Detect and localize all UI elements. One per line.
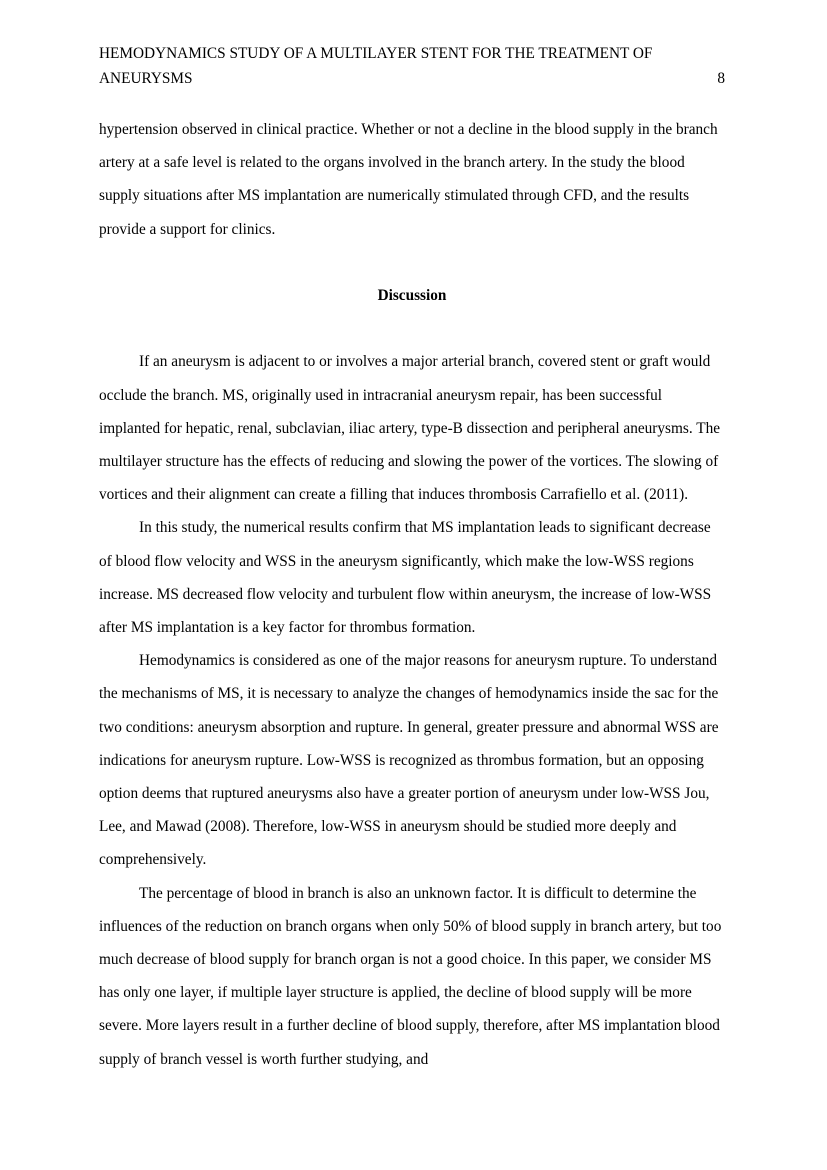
spacer-before-heading — [99, 246, 725, 279]
paragraph-continued: hypertension observed in clinical practice. Whether or not a decline in the blood supply in the branch artery at a safe level is related to the organs involved in the branch artery. In the study the blood supply situations after MS implantation are numerically stimulated through CFD, and the results provide a support for clinics. — [99, 121, 718, 238]
body-text — [99, 113, 725, 1076]
paragraph-discussion-1: If an aneurysm is adjacent to or involves a major arterial branch, covered stent or graft would occlude the branch. MS, originally used in intracranial aneurysm repair, has been successful implanted for hepatic, renal, subclavian, iliac artery, type-B dissection and peripheral aneurysms. The multilayer structure has the effects of reducing and slowing the power of the vortices. The slowing of vortices and their alignment can create a filling that induces thrombosis Carrafiello et al. (2011). — [99, 353, 721, 504]
paragraph-discussion-3: Hemodynamics is considered as one of the major reasons for aneurysm rupture. To understand the mechanisms of MS, it is necessary to analyze the changes of hemodynamics inside the sac for the two conditions: aneurysm absorption and rupture. In general, greater pressure and abnormal WSS are indications for aneurysm rupture. Low-WSS is recognized as thrombus formation, but an opposing option deems that ruptured aneurysms also have a greater portion of aneurysm under low-WSS Jou, Lee, and Mawad (2008). Therefore, low-WSS in aneurysm should be studied more deeply and comprehensively. — [99, 652, 719, 869]
paragraph-discussion-4: The percentage of blood in branch is also an unknown factor. It is difficult to determine the influences of the reduction on branch organs when only 50% of blood supply in branch artery, but too much decrease of blood supply for branch organ is not a good choice. In this paper, we consider MS has only one layer, if multiple layer structure is applied, the decline of blood supply will be more severe. More layers result in a further decline of blood supply, therefore, after MS implantation blood supply of branch vessel is worth further studying, and — [99, 884, 722, 1068]
spacer-after-heading — [99, 312, 725, 345]
page-content-column — [99, 0, 725, 1076]
section-heading-discussion: Discussion — [377, 287, 447, 304]
running-head-line-2-text: ANEURYSMS — [99, 70, 193, 87]
running-head-line-1: HEMODYNAMICS STUDY OF A MULTILAYER STENT FOR THE TREATMENT OF — [99, 45, 653, 62]
running-head-line-2 — [99, 66, 725, 91]
page-number: 8 — [717, 70, 725, 87]
running-head — [99, 0, 725, 91]
paragraph-discussion-2: In this study, the numerical results confirm that MS implantation leads to significant decrease of blood flow velocity and WSS in the aneurysm significantly, which make the low-WSS regions increase. MS decreased flow velocity and turbulent flow within aneurysm, the increase of low-WSS after MS implantation is a key factor for thrombus formation. — [99, 519, 712, 637]
